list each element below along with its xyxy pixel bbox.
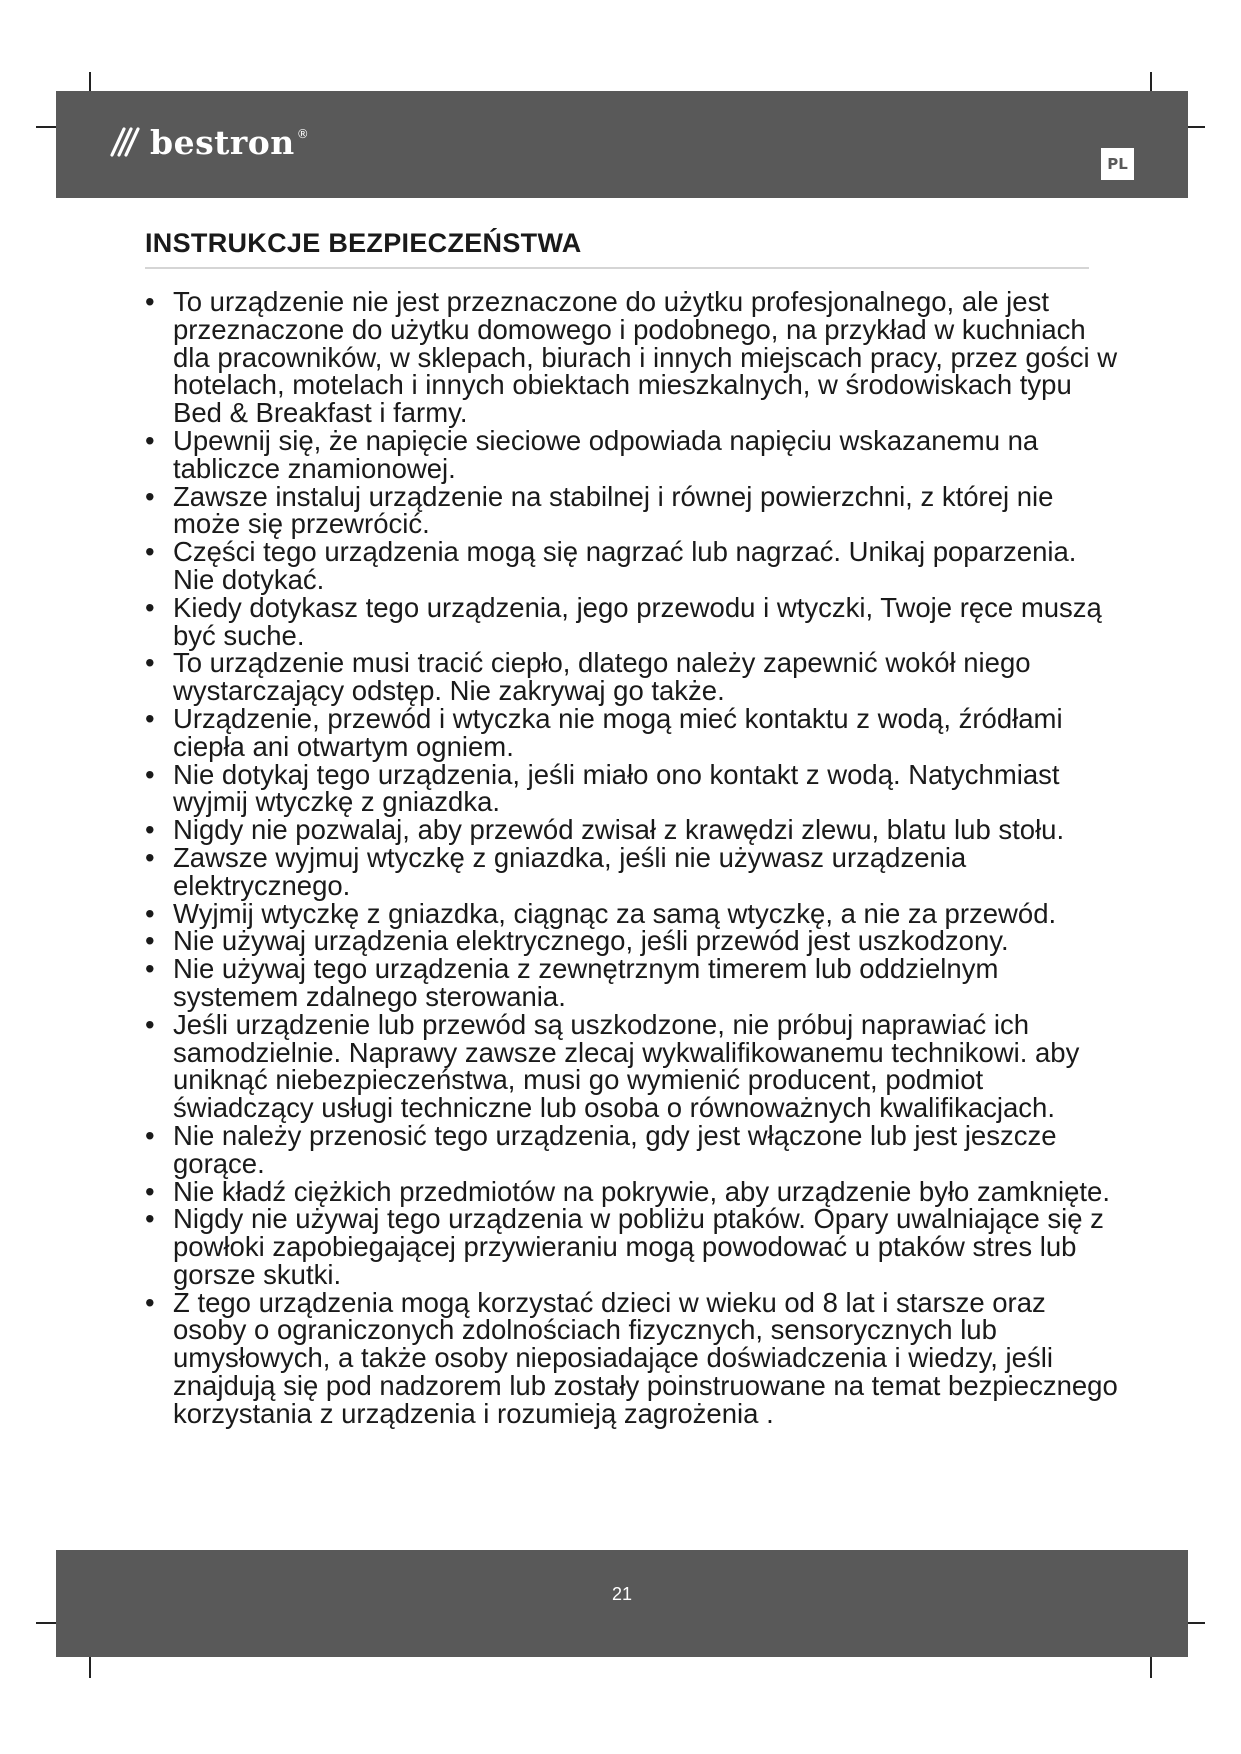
list-item: • To urządzenie musi tracić ciepło, dlatego należy zapewnić wokół niego wystarczający odstęp. Nie zakrywaj go także. [145,649,1125,705]
title-divider [145,267,1089,269]
list-item: • Z tego urządzenia mogą korzystać dzieci w wieku od 8 lat i starsze oraz osoby o ograniczonych zdolnościach fizycznych, sensorycznych lub umysłowych, a także osoby nieposiadające doświadczenia i wiedzy, jeśli znajdują się pod nadzorem lub zostały poinstruowane na temat bezpiecznego korzystania z urządzenia i rozumieją zagrożenia . [145,1289,1125,1428]
list-item: • Kiedy dotykasz tego urządzenia, jego przewodu i wtyczki, Twoje ręce muszą być suche. [145,594,1125,650]
chevron-logo-icon [108,125,144,159]
list-item: • Zawsze wyjmuj wtyczkę z gniazdka, jeśli nie używasz urządzenia elektrycznego. [145,844,1125,900]
header-band [56,91,1188,198]
list-item: • Nigdy nie używaj tego urządzenia w pobliżu ptaków. Opary uwalniające się z powłoki zapobiegającej przywieraniu mogą powodować u ptaków stres lub gorsze skutki. [145,1205,1125,1288]
registered-mark: ® [296,127,309,141]
list-item: • Nigdy nie pozwalaj, aby przewód zwisał z krawędzi zlewu, blatu lub stołu. [145,816,1125,844]
list-item: • Nie używaj urządzenia elektrycznego, jeśli przewód jest uszkodzony. [145,927,1125,955]
footer-band [56,1550,1188,1657]
language-badge: PL [1101,148,1134,180]
list-item: • Nie używaj tego urządzenia z zewnętrznym timerem lub oddzielnym systemem zdalnego sterowania. [145,955,1125,1011]
list-item: • Części tego urządzenia mogą się nagrzać lub nagrzać. Unikaj poparzenia. Nie dotykać. [145,538,1125,594]
list-item: • To urządzenie nie jest przeznaczone do użytku profesjonalnego, ale jest przeznaczone do użytku domowego i podobnego, na przykład w kuchniach dla pracowników, w sklepach, biurach i innych miejscach pracy, przez gości w hotelach, motelach i innych obiektach mieszkalnych, w środowiskach typu Bed & Breakfast i farmy. [145,288,1125,427]
list-item: • Nie należy przenosić tego urządzenia, gdy jest włączone lub jest jeszcze gorące. [145,1122,1125,1178]
page-number: 21 [611,1584,633,1604]
list-item: • Zawsze instaluj urządzenie na stabilnej i równej powierzchni, z której nie może się przewrócić. [145,483,1125,539]
list-item: • Nie kładź ciężkich przedmiotów na pokrywie, aby urządzenie było zamknięte. [145,1178,1125,1206]
brand-logo [108,122,309,162]
brand-name: bestron [150,122,295,162]
list-item: • Nie dotykaj tego urządzenia, jeśli miało ono kontakt z wodą. Natychmiast wyjmij wtyczkę z gniazdka. [145,761,1125,817]
list-item: • Urządzenie, przewód i wtyczka nie mogą mieć kontaktu z wodą, źródłami ciepła ani otwartym ogniem. [145,705,1125,761]
safety-instructions-list [145,288,1125,1428]
page-title: INSTRUKCJE BEZPIECZEŃSTWA [145,228,582,258]
list-item: • Upewnij się, że napięcie sieciowe odpowiada napięciu wskazanemu na tabliczce znamionowej. [145,427,1125,483]
list-item: • Wyjmij wtyczkę z gniazdka, ciągnąc za samą wtyczkę, a nie za przewód. [145,900,1125,928]
list-item: • Jeśli urządzenie lub przewód są uszkodzone, nie próbuj naprawiać ich samodzielnie. Naprawy zawsze zlecaj wykwalifikowanemu technikowi. aby uniknąć niebezpieczeństwa, musi go wymienić producent, podmiot świadczący usługi techniczne lub osoba o równoważnych kwalifikacjach. [145,1011,1125,1122]
